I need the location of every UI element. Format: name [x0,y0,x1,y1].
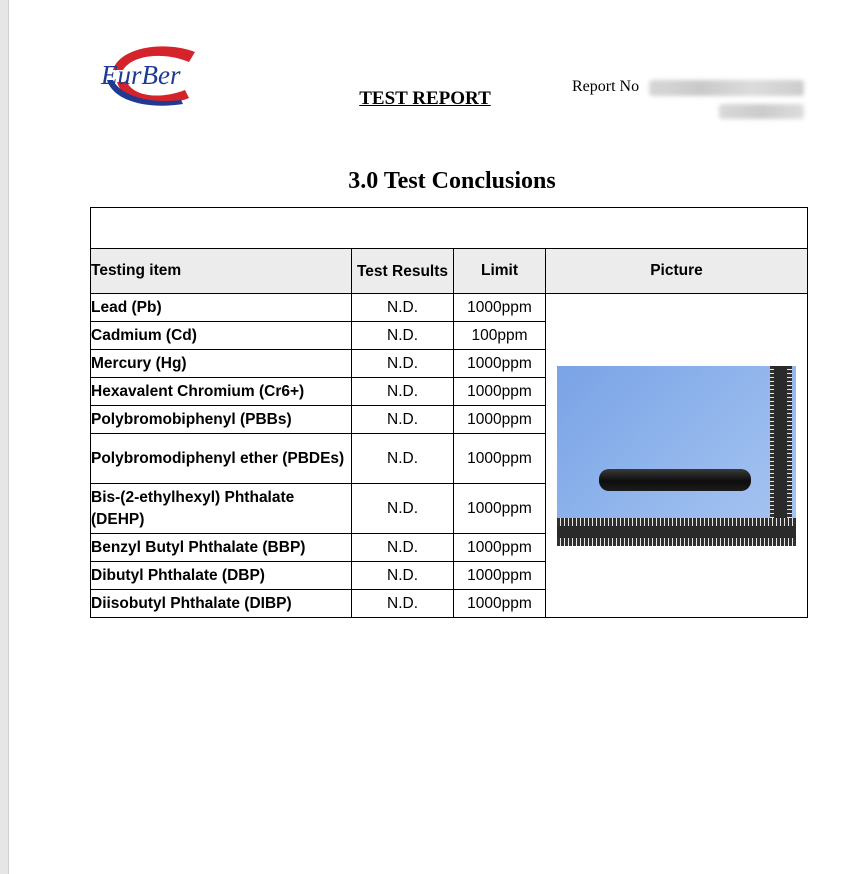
limit-cell: 1000ppm [454,434,546,484]
ruler-horizontal [557,518,796,546]
ruler-vertical [770,366,792,518]
document-page [8,0,858,874]
header-testing-item: Testing item [91,249,352,294]
test-result-cell: N.D. [352,484,454,534]
limit-cell: 1000ppm [454,406,546,434]
test-result-cell: N.D. [352,562,454,590]
limit-cell: 1000ppm [454,484,546,534]
header-picture: Picture [546,249,808,294]
header-limit: Limit [454,249,546,294]
sample-rod [599,469,751,491]
testing-item-cell: Hexavalent Chromium (Cr6+) [91,378,352,406]
header-test-results: Test Results [352,249,454,294]
test-result-cell: N.D. [352,294,454,322]
testing-item-cell: Mercury (Hg) [91,350,352,378]
limit-cell: 1000ppm [454,294,546,322]
table-row [91,294,808,322]
test-result-cell: N.D. [352,534,454,562]
logo-text: EurBer [101,60,181,90]
limit-cell: 1000ppm [454,534,546,562]
redacted-report-number [649,80,804,96]
section-title: 3.0 Test Conclusions [348,168,556,194]
table-blank-row [91,208,808,249]
test-result-cell: N.D. [352,590,454,618]
limit-cell: 100ppm [454,322,546,350]
test-result-cell: N.D. [352,406,454,434]
test-result-cell: N.D. [352,350,454,378]
table-header-row [91,249,808,294]
test-result-cell: N.D. [352,378,454,406]
redacted-page-number [719,104,804,119]
testing-item-cell: Dibutyl Phthalate (DBP) [91,562,352,590]
testing-item-cell: Polybromobiphenyl (PBBs) [91,406,352,434]
limit-cell: 1000ppm [454,562,546,590]
limit-cell: 1000ppm [454,350,546,378]
report-title: TEST REPORT [359,88,491,109]
testing-item-cell: Polybromodiphenyl ether (PBDEs) [91,434,352,484]
testing-item-cell: Cadmium (Cd) [91,322,352,350]
test-result-cell: N.D. [352,322,454,350]
test-conclusions-table [90,207,808,618]
testing-item-cell: Lead (Pb) [91,294,352,322]
limit-cell: 1000ppm [454,590,546,618]
testing-item-cell: Benzyl Butyl Phthalate (BBP) [91,534,352,562]
test-result-cell: N.D. [352,434,454,484]
sample-photo [557,366,796,546]
limit-cell: 1000ppm [454,378,546,406]
testing-item-cell: Diisobutyl Phthalate (DIBP) [91,590,352,618]
picture-cell [546,294,808,618]
report-number-label: Report No [572,78,640,95]
testing-item-cell: Bis-(2-ethylhexyl) Phthalate (DEHP) [91,484,352,534]
